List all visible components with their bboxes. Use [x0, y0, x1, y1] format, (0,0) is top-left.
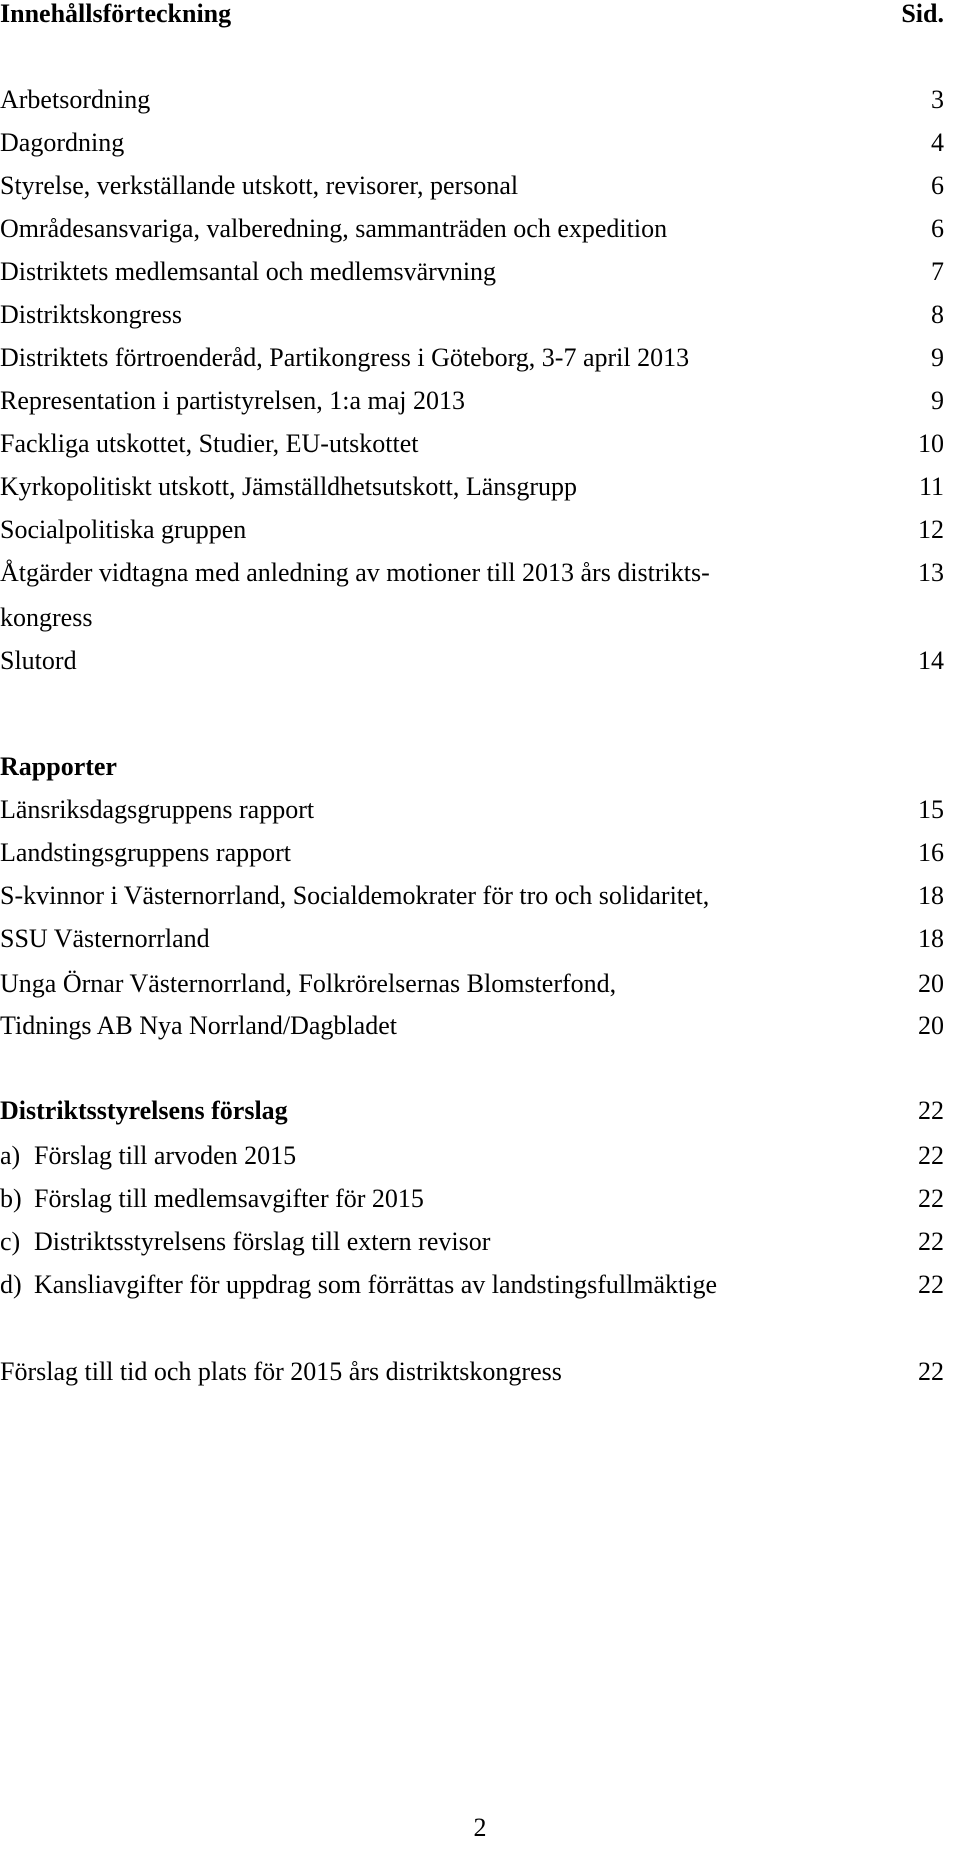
- proposal-entry: [0, 1263, 960, 1307]
- page-column-label: Sid.: [901, 0, 944, 28]
- report-entry-text: SSU Västernorrland: [0, 924, 210, 953]
- report-entry: [0, 788, 960, 832]
- toc-entry-text: kongress: [0, 603, 93, 632]
- toc-entry: [0, 121, 960, 165]
- toc-entry-text: Socialpolitiska gruppen: [0, 515, 247, 544]
- toc-entry-text: Områdesansvariga, valberedning, sammanträden och expedition: [0, 214, 668, 243]
- section-heading-proposals: [0, 1089, 960, 1133]
- report-entry-page: 18: [918, 881, 944, 910]
- section-heading-text: Distriktsstyrelsens förslag: [0, 1096, 288, 1125]
- proposal-entry-text: Förslag till arvoden 2015: [34, 1141, 297, 1170]
- report-entry-page: 20: [918, 969, 944, 998]
- proposal-entry: [0, 1177, 960, 1221]
- toc-entry-text: Distriktskongress: [0, 300, 182, 329]
- toc-entry: [0, 639, 960, 683]
- report-entry-page: 18: [918, 924, 944, 953]
- proposal-entry-text: Distriktsstyrelsens förslag till extern revisor: [34, 1227, 491, 1256]
- proposal-entry-prefix: a): [0, 1141, 21, 1170]
- proposal-entry-text: Kansliavgifter för uppdrag som förrättas av landstingsfullmäktige: [34, 1270, 718, 1299]
- toc-entry-text: Distriktets medlemsantal och medlemsvärvning: [0, 257, 497, 286]
- toc-entry-page: 7: [931, 257, 944, 286]
- page-title: Innehållsförteckning: [0, 0, 232, 28]
- proposal-entry: [0, 1134, 960, 1178]
- proposal-entry-page: 22: [918, 1227, 944, 1256]
- toc-entry-page: 8: [931, 300, 944, 329]
- toc-entry: [0, 551, 960, 595]
- section-heading-text: Rapporter: [0, 752, 117, 781]
- proposal-entry-page: 22: [918, 1270, 944, 1299]
- report-entry-page: 15: [918, 795, 944, 824]
- proposal-entry: [0, 1220, 960, 1264]
- section-heading-reports: [0, 745, 960, 789]
- report-entry-page: 20: [918, 1011, 944, 1040]
- toc-entry: [0, 164, 960, 208]
- toc-entry-page: 6: [931, 214, 944, 243]
- toc-entry: [0, 336, 960, 380]
- toc-entry-page: 9: [931, 343, 944, 372]
- toc-entry-text: Förslag till tid och plats för 2015 års distriktskongress: [0, 1357, 562, 1386]
- toc-entry-text: Arbetsordning: [0, 85, 151, 114]
- toc-entry-page: 10: [918, 429, 944, 458]
- toc-entry-text: Representation i partistyrelsen, 1:a maj 2013: [0, 386, 465, 415]
- toc-entry-page: 12: [918, 515, 944, 544]
- report-entry-text: S-kvinnor i Västernorrland, Socialdemokrater för tro och solidaritet,: [0, 881, 710, 910]
- toc-entry-continuation: [0, 596, 960, 640]
- toc-entry: [0, 379, 960, 423]
- report-entry-text: Tidnings AB Nya Norrland/Dagbladet: [0, 1011, 397, 1040]
- toc-entry-page: 22: [918, 1357, 944, 1386]
- toc-entry-page: 4: [931, 128, 944, 157]
- footer-page-number: 2: [473, 1813, 487, 1842]
- toc-entry-text: Fackliga utskottet, Studier, EU-utskottet: [0, 429, 419, 458]
- toc-entry: [0, 78, 960, 122]
- report-entry-text: Unga Örnar Västernorrland, Folkrörelsernas Blomsterfond,: [0, 969, 617, 998]
- toc-entry-page: 3: [931, 85, 944, 114]
- toc-entry-final: [0, 1350, 960, 1394]
- toc-entry-text: Distriktets förtroenderåd, Partikongress i Göteborg, 3-7 april 2013: [0, 343, 690, 372]
- proposal-entry-text: Förslag till medlemsavgifter för 2015: [34, 1184, 424, 1213]
- proposal-entry-prefix: d): [0, 1270, 22, 1299]
- toc-entry-page: 6: [931, 171, 944, 200]
- toc-entry-page: 14: [918, 646, 944, 675]
- report-entry-text: Länsriksdagsgruppens rapport: [0, 795, 315, 824]
- toc-entry-text: Styrelse, verkställande utskott, revisorer, personal: [0, 171, 519, 200]
- toc-entry-text: Dagordning: [0, 128, 125, 157]
- proposal-entry-page: 22: [918, 1141, 944, 1170]
- toc-header: [0, 0, 960, 36]
- proposal-entry-prefix: b): [0, 1184, 22, 1213]
- toc-entry: [0, 422, 960, 466]
- report-entry: [0, 874, 960, 918]
- proposal-entry-page: 22: [918, 1184, 944, 1213]
- report-entry-page: 16: [918, 838, 944, 867]
- section-heading-page: 22: [918, 1096, 944, 1125]
- toc-entry-page: 11: [918, 472, 944, 501]
- report-entry: [0, 1004, 960, 1048]
- report-entry: [0, 917, 960, 961]
- report-entry-text: Landstingsgruppens rapport: [0, 838, 292, 867]
- toc-entry: [0, 508, 960, 552]
- toc-entry: [0, 207, 960, 251]
- toc-entry: [0, 250, 960, 294]
- toc-entry-page: 9: [931, 386, 944, 415]
- report-entry: [0, 831, 960, 875]
- toc-entry: [0, 465, 960, 509]
- report-entry: [0, 962, 960, 1006]
- toc-entry-text: Slutord: [0, 646, 77, 675]
- proposal-entry-prefix: c): [0, 1227, 21, 1256]
- toc-entry-page: 13: [918, 558, 944, 587]
- toc-entry: [0, 293, 960, 337]
- toc-entry-text: Kyrkopolitiskt utskott, Jämställdhetsutskott, Länsgrupp: [0, 472, 578, 501]
- toc-entry-text: Åtgärder vidtagna med anledning av motioner till 2013 års distrikts-: [0, 558, 710, 587]
